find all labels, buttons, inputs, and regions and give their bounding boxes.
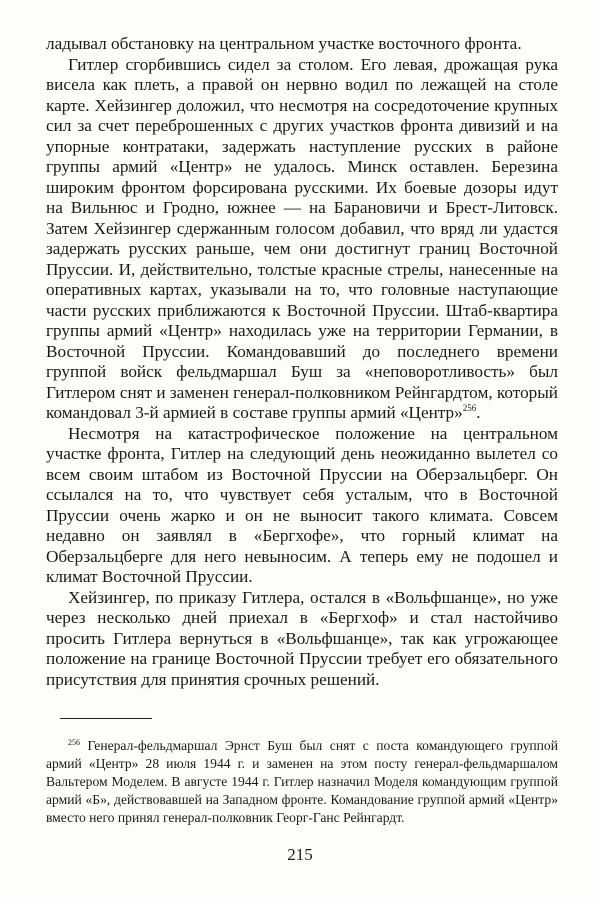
paragraph-1 [46,34,558,55]
page-number: 215 [287,845,313,864]
footnote [46,737,558,827]
paragraph-3 [46,424,558,588]
paragraph-2 [46,55,558,424]
paragraph-1-text: ладывал обстановку на центральном участке восточного фронта. [46,34,522,53]
footnote-number: 256 [68,738,80,747]
paragraph-3-text: Несмотря на катастрофическое положение на центральном участке фронта, Гитлер на следующий день неожиданно вылетел со всем своим штабом из Восточной Пруссии на Оберзальцберг. Он ссылался на то, что чувствует себя усталым, что в Восточной Пруссии очень жарко и он не выносит такого климата. Совсем недавно он заявлял в «Бергхофе», что горный климат на Оберзальцберге для него невыносим. А теперь ему не подошел и климат Восточной Пруссии. [46,423,558,586]
footnote-text: Генерал-фельдмаршал Эрнст Буш был снят с поста командующего группой армий «Центр» 28 июля 1944 г. и заменен на этом посту генерал-фельдмаршалом Вальтером Моделем. В августе 1944 г. Гитлер назначил Моделя командующим группой армий «Б», действовавшей на Западном фронте. Командование группой армий «Центр» вместо него принял генерал-полковник Георг-Ганс Рейнгардт. [46,738,558,825]
paragraph-2-end: . [476,403,481,422]
paragraph-2-text: Гитлер сгорбившись сидел за столом. Его левая, дрожащая рука висела как плеть, а правой он нервно водил по лежащей на столе карте. Хейзингер доложил, что несмотря на сосредоточение крупных сил за счет переброшенных с других участков фронта дивизий и на упорные контратаки, задержать наступление русских в районе группы армий «Центр» не удалось. Минск оставлен. Березина широким фронтом форсирована русскими. Их боевые дозоры идут на Вильнюс и Гродно, южнее — на Барановичи и Брест-Литовск. Затем Хейзингер сдержанным голосом добавил, что вряд ли удастся задержать русских раньше, чем они достигнут границ Восточной Пруссии. И, действительно, толстые красные стрелы, нанесенные на оперативных картах, указывали на то, что головные наступающие части русских приближаются к Восточной Пруссии. Штаб-квартира группы армий «Центр» находилась уже на территории Германии, в Восточной Пруссии. Командовавший до последнего времени группой войск фельдмаршал Буш за «неповоротливость» был Гитлером снят и заменен генерал-полковником Рейнгардтом, который командовал 3-й армией в составе группы армий «Центр» [46,54,558,422]
footnote-reference[interactable]: 256 [462,403,477,413]
footnote-divider [60,718,152,719]
footnote-paragraph [46,737,558,827]
main-text [46,34,558,690]
paragraph-4-text: Хейзингер, по приказу Гитлера, остался в «Вольфшанце», но уже через несколько дней приехал в «Бергхоф» и стал настойчиво просить Гитлера вернуться в «Вольфшанце», так как угрожающее положение на границе Восточной Пруссии требует его обязательного присутствия для принятия срочных решений. [46,587,558,689]
paragraph-4 [46,588,558,691]
